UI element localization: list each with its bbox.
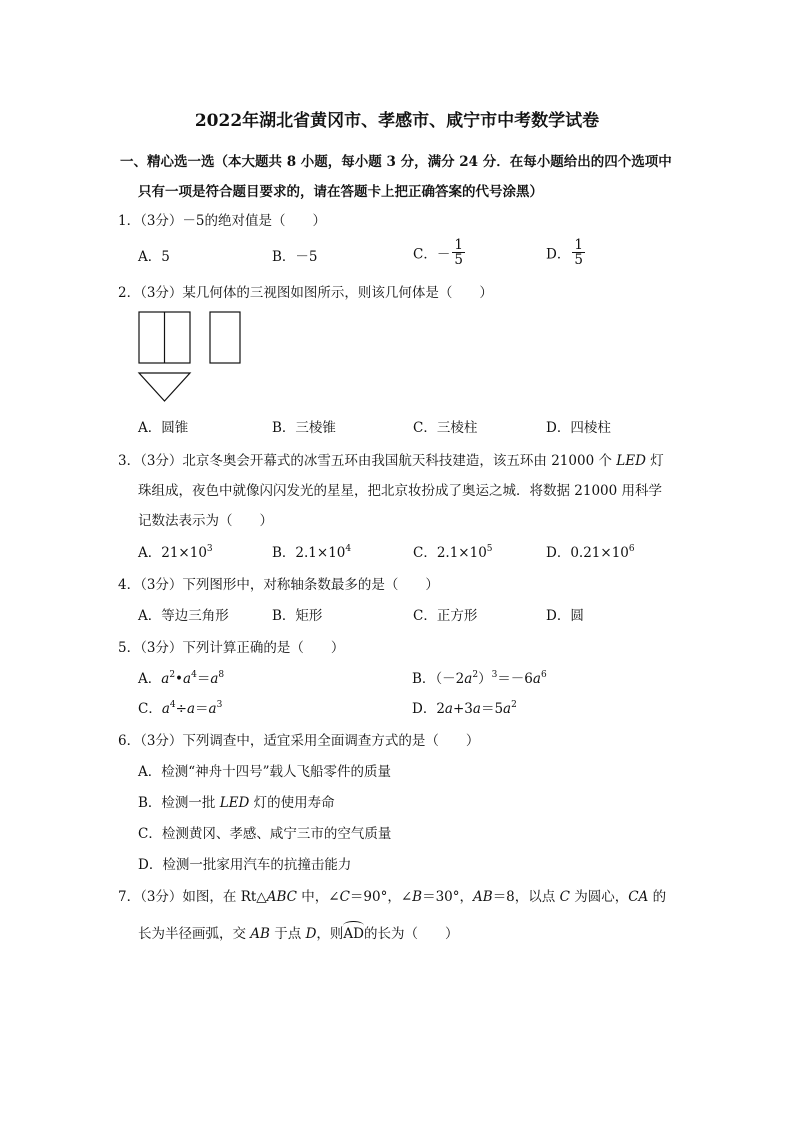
q1-option-a: A．5 xyxy=(138,249,170,265)
q3-b-base: B．2.1×10 xyxy=(272,545,346,561)
q1-option-d xyxy=(546,238,585,267)
q3-option-b xyxy=(272,541,351,561)
question-7-line2 xyxy=(138,922,458,942)
q7-segment-ab: AB xyxy=(473,889,493,905)
page-title: 2022年湖北省黄冈市、孝感市、咸宁市中考数学试卷 xyxy=(194,111,600,131)
q3-b-exponent: 4 xyxy=(345,544,352,554)
q3-option-c xyxy=(413,541,493,561)
q6-b-prefix: B．检测一批 xyxy=(138,795,220,811)
q2-option-d: D．四棱柱 xyxy=(546,420,611,436)
side-view xyxy=(210,312,240,363)
section-heading-line2: 只有一项是符合题目要求的，请在答题卡上把正确答案的代号涂黑） xyxy=(138,184,543,200)
q7-text-4: ＝30°， xyxy=(422,889,474,905)
section-heading-line1: 一、精心选一选（本大题共 8 小题，每小题 3 分，满分 24 分．在每小题给出的四个选项中 xyxy=(120,154,672,170)
q4-option-b: B．矩形 xyxy=(272,608,323,624)
q6-option-b xyxy=(138,791,335,811)
question-7-line1 xyxy=(118,885,666,905)
q5-option-b: B．$(-2a^2)^3=-6a^6$ xyxy=(412,670,547,687)
q1-d-fraction xyxy=(572,238,585,267)
q7-text-5: ＝8，以点 xyxy=(492,889,560,905)
question-2-stem: 2．（3分）某几何体的三视图如图所示，则该几何体是（ ） xyxy=(118,285,493,301)
q2-option-b: B．三棱锥 xyxy=(272,420,336,436)
three-view-figure xyxy=(136,308,246,404)
q1-d-denominator: 5 xyxy=(574,252,583,268)
q1-option-b: B．－5 xyxy=(272,249,318,265)
q3-d-base: D．0.21×10 xyxy=(546,545,629,561)
q7-text-7: 的 xyxy=(648,889,667,905)
q3-line1-part-b: 灯 xyxy=(645,453,664,469)
q3-led-term: LED xyxy=(616,453,646,469)
q6-b-led-term: LED xyxy=(219,795,250,811)
q4-option-a: A．等边三角形 xyxy=(138,608,229,624)
q7-angle-b: B xyxy=(412,889,423,905)
q5-option-a: A．$a^2•a^4=a^8$ xyxy=(138,670,225,687)
q5-b-label: B． xyxy=(412,671,436,687)
question-6-stem: 6．（3分）下列调查中，适宜采用全面调查方式的是（ ） xyxy=(118,733,480,749)
q6-option-d: D．检测一批家用汽车的抗撞击能力 xyxy=(138,857,352,873)
q6-option-a: A．检测“神舟十四号”载人飞船零件的质量 xyxy=(138,764,392,780)
q7-text-11: 的长为（ ） xyxy=(363,926,459,942)
q3-d-exponent: 6 xyxy=(628,544,635,554)
q4-option-d: D．圆 xyxy=(546,608,584,624)
top-view xyxy=(139,373,190,401)
question-4-stem: 4．（3分）下列图形中，对称轴条数最多的是（ ） xyxy=(118,577,439,593)
q1-option-c xyxy=(413,238,465,267)
q5-a-label: A． xyxy=(138,671,162,687)
q1-d-numerator: 1 xyxy=(574,237,583,253)
q7-segment-ca: CA xyxy=(628,889,649,905)
q6-option-c: C．检测黄冈、孝感、咸宁三市的空气质量 xyxy=(138,826,392,842)
q3-c-exponent: 5 xyxy=(486,544,493,554)
q5-d-label: D． xyxy=(412,701,437,717)
q1-c-prefix: C．－ xyxy=(413,246,451,263)
q1-d-prefix: D． xyxy=(546,246,571,263)
question-3-line2: 珠组成，夜色中就像闪闪发光的星星，把北京妆扮成了奥运之城．将数据 21000 用科学 xyxy=(138,483,663,499)
q3-option-d xyxy=(546,541,635,561)
q3-option-a xyxy=(138,541,213,561)
q7-triangle-abc: ABC xyxy=(266,889,297,905)
q5-c-label: C． xyxy=(138,701,162,717)
q7-text-1: 7．（3分）如图，在 Rt△ xyxy=(118,889,267,905)
q7-text-9: 于点 xyxy=(269,926,306,942)
q7-text-3: ＝90°，∠ xyxy=(349,889,413,905)
q1-c-numerator: 1 xyxy=(454,237,463,253)
q7-segment-ab-2: AB xyxy=(250,926,270,942)
q1-c-fraction xyxy=(452,238,465,267)
q7-text-10: ，则 xyxy=(316,926,344,942)
question-3-line1 xyxy=(118,449,664,469)
q2-option-c: C．三棱柱 xyxy=(413,420,478,436)
question-3-line3: 记数法表示为（ ） xyxy=(138,513,273,529)
q7-point-d: D xyxy=(305,926,317,942)
q1-c-denominator: 5 xyxy=(454,252,463,268)
q3-line1-part-a: 3．（3分）北京冬奥会开幕式的冰雪五环由我国航天科技建造，该五环由 21000 个 xyxy=(118,453,617,469)
q2-option-a: A．圆锥 xyxy=(138,420,189,436)
question-5-stem: 5．（3分）下列计算正确的是（ ） xyxy=(118,640,345,656)
q7-arc-ad: AD xyxy=(343,926,364,942)
q7-point-c: C xyxy=(559,889,570,905)
q7-text-8: 长为半径画弧，交 xyxy=(138,926,251,942)
q7-text-2: 中，∠ xyxy=(296,889,340,905)
q4-option-c: C．正方形 xyxy=(413,608,478,624)
q7-text-6: 为圆心， xyxy=(569,889,629,905)
q3-a-exponent: 3 xyxy=(206,544,213,554)
q5-option-c: C．$a^4\div a=a^3$ xyxy=(138,700,223,717)
q3-c-base: C．2.1×10 xyxy=(413,545,487,561)
q7-angle-c: C xyxy=(339,889,350,905)
question-1-stem: 1．（3分）－5的绝对值是（ ） xyxy=(118,213,327,229)
q5-option-d: D．$2a+3a=5a^2$ xyxy=(412,700,517,717)
q3-a-base: A．21×10 xyxy=(138,545,207,561)
q6-b-suffix: 灯的使用寿命 xyxy=(249,795,335,811)
